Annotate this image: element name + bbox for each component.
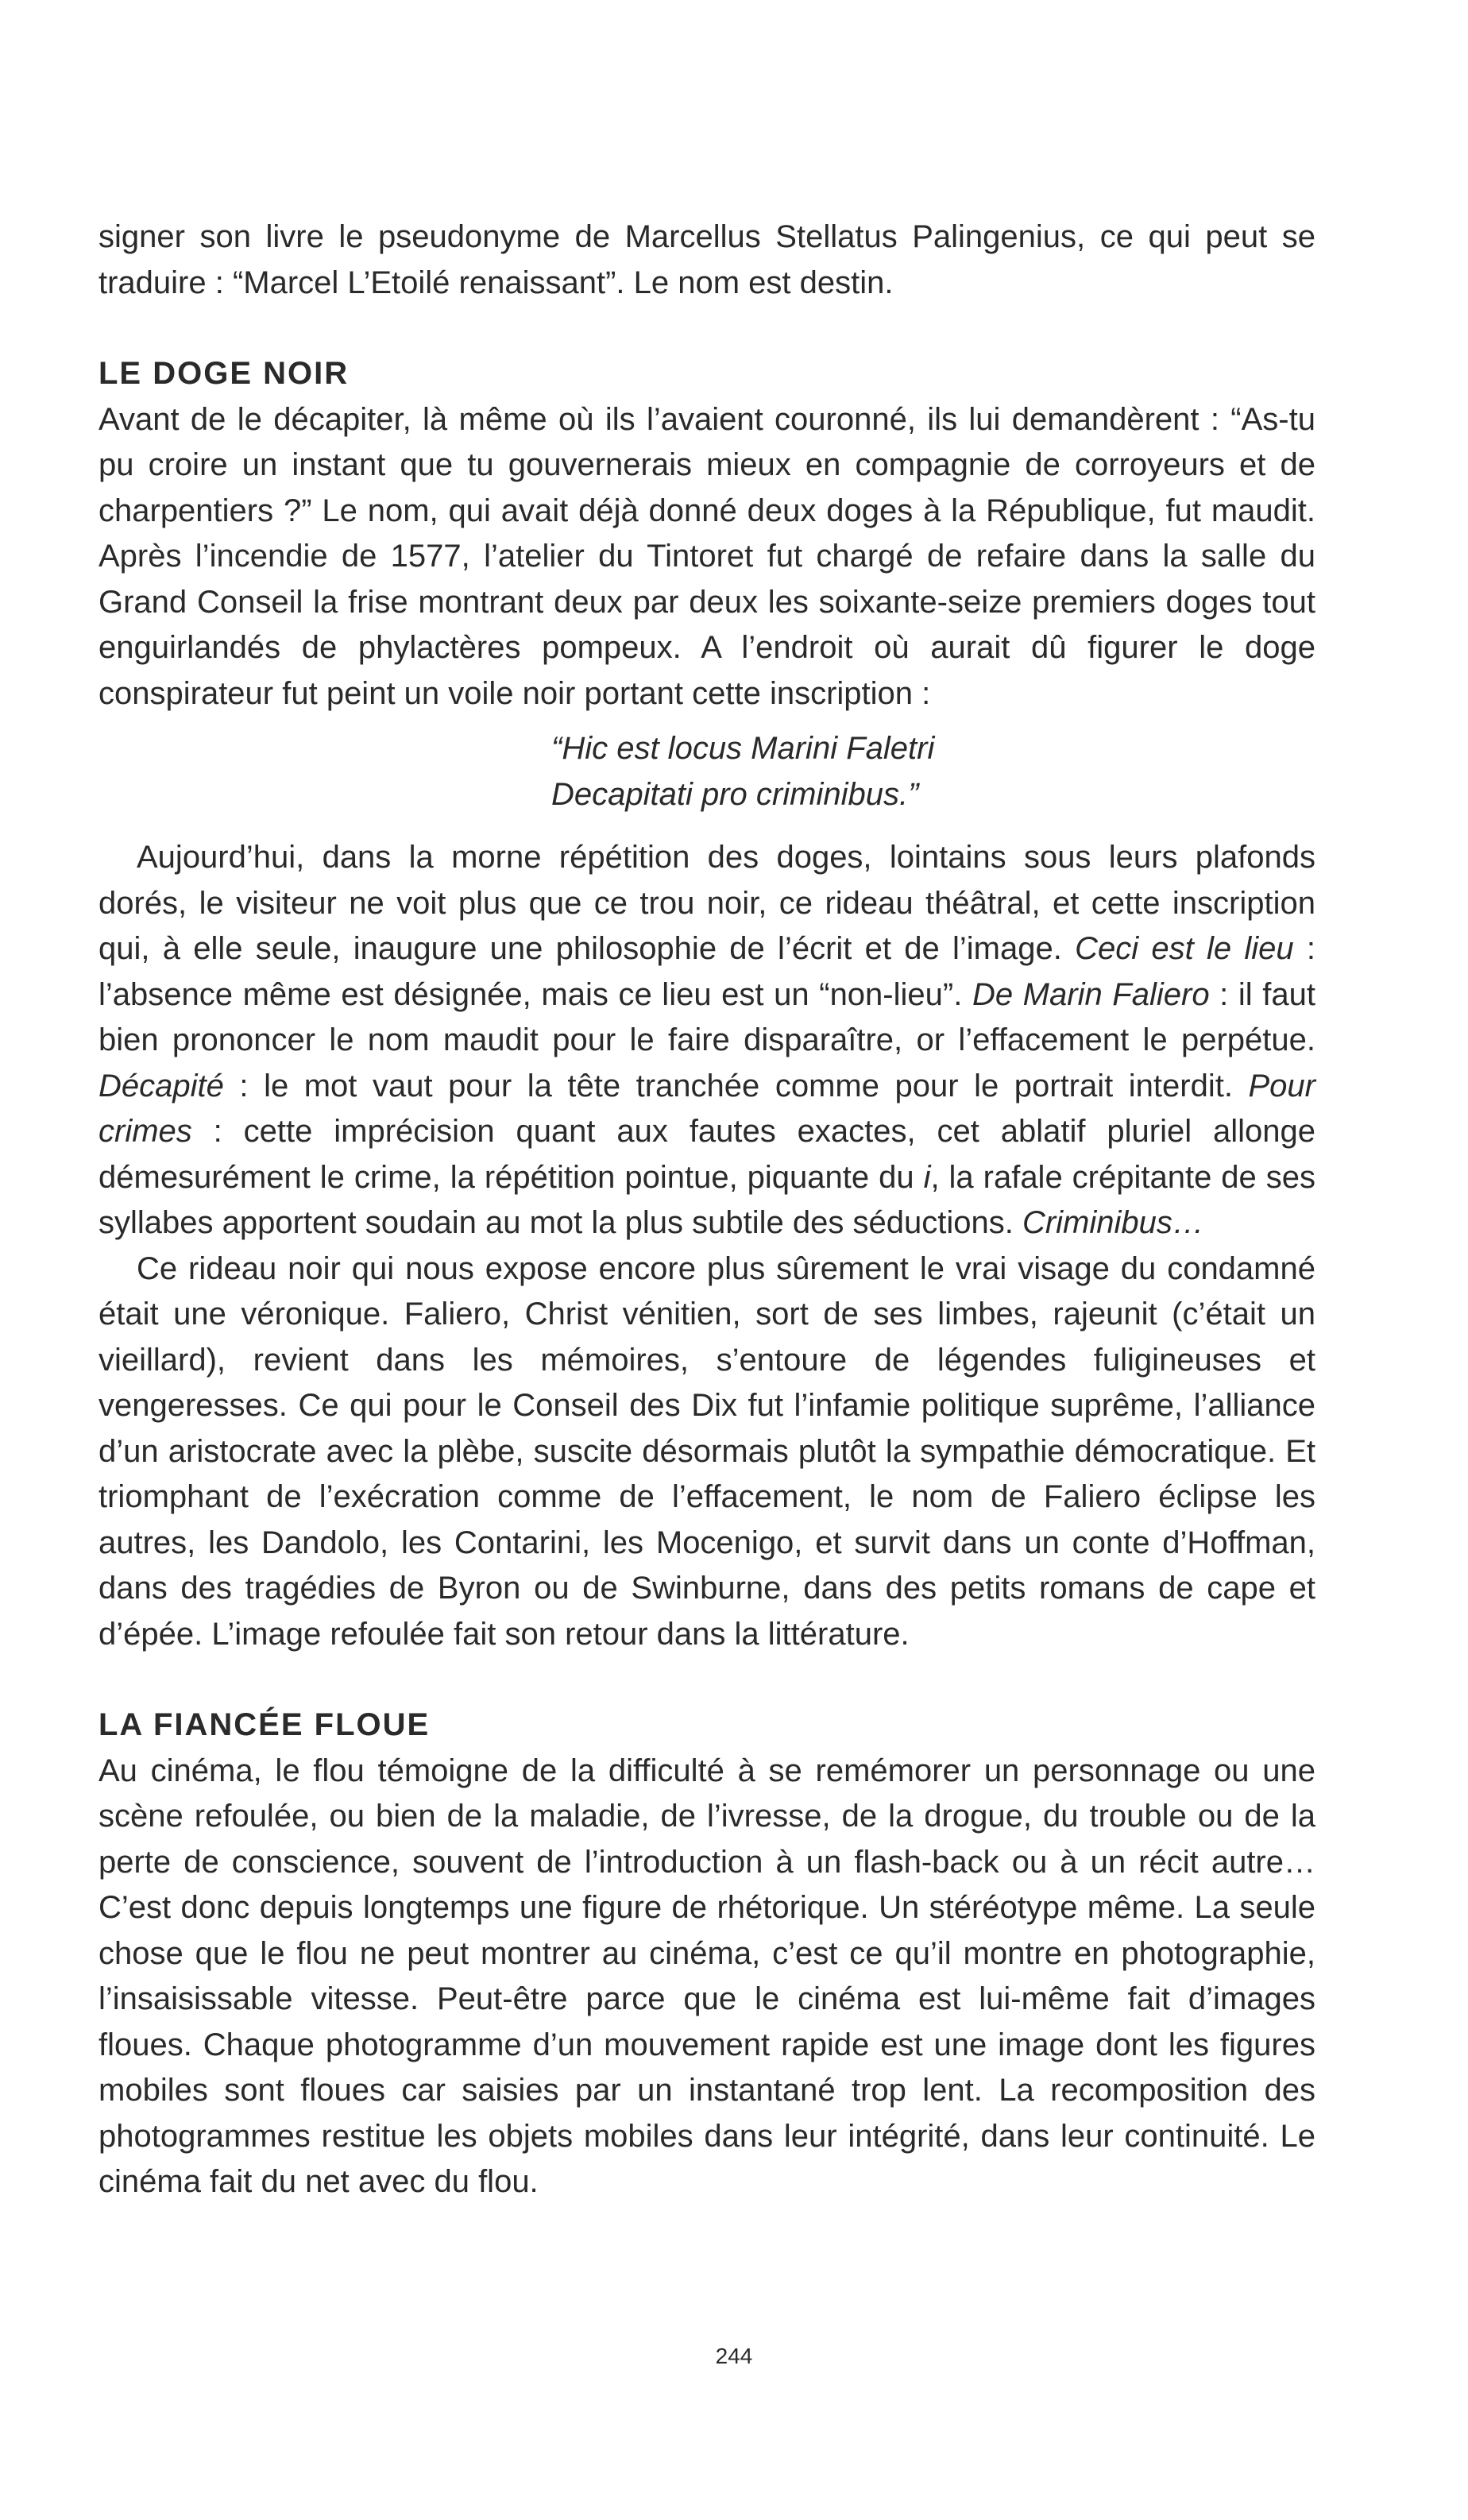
spacer — [99, 717, 1315, 726]
italic-run: Décapité — [99, 1068, 224, 1103]
italic-run: Ceci est le lieu — [1075, 931, 1294, 966]
doge-noir-paragraph-2 — [99, 835, 1315, 1246]
text-run: : cette imprécision quant aux fautes exactes, cet ablatif pluriel allonge démesurément le crime, la répétition pointue, piquante du — [99, 1114, 1315, 1195]
inscription-quote — [99, 726, 1315, 817]
quote-line-2: Decapitati pro criminibus.” — [551, 776, 919, 812]
spacer — [99, 1657, 1315, 1703]
spacer — [99, 306, 1315, 351]
spacer — [99, 817, 1315, 835]
text-run: : l’absence même est désignée, mais ce lieu est un “non-lieu”. — [99, 931, 1316, 1012]
page-body — [99, 215, 1315, 2205]
doge-noir-paragraph-1: Avant de le décapiter, là même où ils l’avaient couronné, ils lui demandèrent : “As-tu pu croire un instant que tu gouvernerais mieux en compagnie de corroyeurs et de charpentiers ?” Le nom, qui avait déjà donné deux doges à la République, fut maudit. Après l’incendie de 1577, l’atelier du Tintoret fut chargé de refaire dans la salle du Grand Conseil la frise montrant deux par deux les soixante-seize premiers doges tout enguirlandés de phylactères pompeux. A l’endroit où aurait dû figurer le doge conspirateur fut peint un voile noir portant cette inscription : — [99, 401, 1315, 711]
quote-line-1: “Hic est locus Marini Faletri — [551, 731, 935, 766]
italic-run: Pour crimes — [99, 1068, 1315, 1149]
intro-paragraph: signer son livre le pseudonyme de Marcellus Stellatus Palingenius, ce qui peut se traduire : “Marcel L’Etoilé renaissant”. Le nom est destin. — [99, 219, 1315, 300]
section-heading-doge-noir: LE DOGE NOIR — [99, 356, 350, 391]
text-run: : il faut bien prononcer le nom maudit pour le faire disparaître, or l’effacement le perpétue. — [99, 976, 1316, 1057]
doge-noir-paragraph-3: Ce rideau noir qui nous expose encore plus sûrement le vrai visage du condamné était une véronique. Faliero, Christ vénitien, sort de ses limbes, rajeunit (c’était un vieillard), revient dans les mémoires, s’entoure de légendes fuligineuses et vengeresses. Ce qui pour le Conseil des Dix fut l’infamie politique suprême, l’alliance d’un aristocrate avec la plèbe, suscite désormais plutôt la sympathie démocratique. Et triomphant de l’exécration comme de l’effacement, le nom de Faliero éclipse les autres, les Dandolo, les Contarini, les Mocenigo, et survit dans un conte d’Hoffman, dans des tragédies de Byron ou de Swinburne, dans des petits romans de cape et d’épée. L’image refoulée fait son retour dans la littérature. — [99, 1250, 1315, 1652]
text-run: : le mot vaut pour la tête tranchée comme pour le portrait interdit. — [223, 1068, 1249, 1103]
section-heading-fiancee-floue: LA FIANCÉE FLOUE — [99, 1707, 431, 1742]
page-number: 244 — [715, 2344, 753, 2368]
italic-run: Criminibus… — [1022, 1205, 1204, 1240]
fiancee-floue-paragraph-1: Au cinéma, le flou témoigne de la difficulté à se remémorer un personnage ou une scène refoulée, ou bien de la maladie, de l’ivresse, de la drogue, du trouble ou de la perte de conscience, souvent de l’introduction à un flash-back ou à un récit autre… C’est donc depuis longtemps une figure de rhétorique. Un stéréotype même. La seule chose que le flou ne peut montrer au cinéma, c’est ce qu’il montre en photographie, l’insaisissable vitesse. Peut-être parce que le cinéma est lui-même fait d’images floues. Chaque photogramme d’un mouvement rapide est une image dont les figures mobiles sont floues car saisies par un instantané trop lent. La recomposition des photogrammes restitue les objets mobiles dans leur intégrité, dans leur continuité. Le cinéma fait du net avec du flou. — [99, 1753, 1315, 2199]
text-run: , la rafale crépitante de ses syllabes apportent soudain au mot la plus subtile des séductions. — [99, 1159, 1315, 1240]
italic-run: i — [923, 1159, 931, 1195]
text-run: Aujourd’hui, dans la morne répétition des doges, lointains sous leurs plafonds dorés, le visiteur ne voit plus que ce trou noir, ce rideau théâtral, et cette inscription qui, à elle seule, inaugure une philosophie de l’écrit et de l’image. — [99, 840, 1315, 966]
italic-run: De Marin Faliero — [972, 976, 1210, 1012]
